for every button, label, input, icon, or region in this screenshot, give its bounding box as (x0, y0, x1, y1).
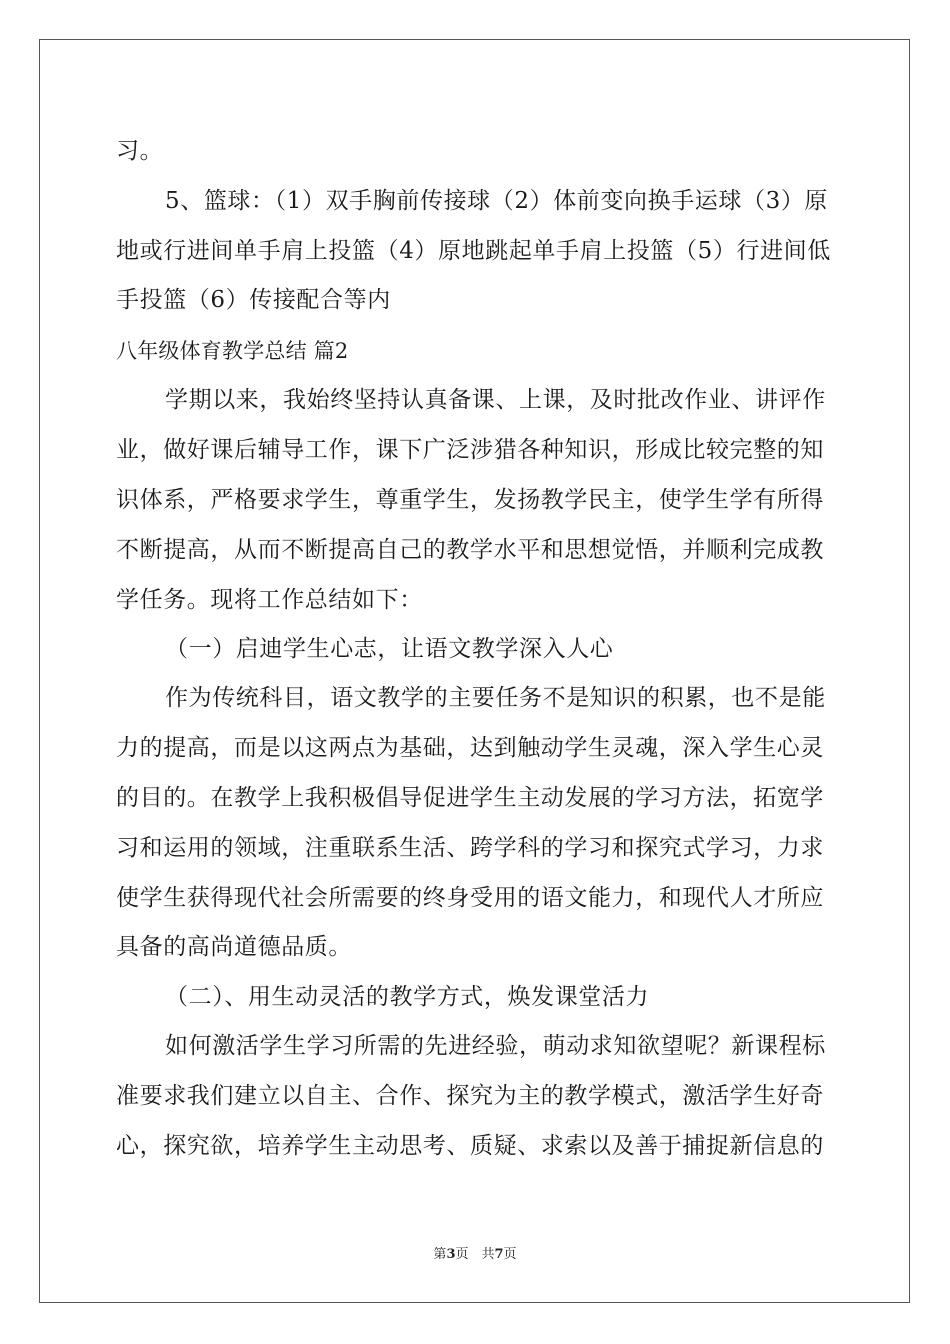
text-line: 识体系，严格要求学生，尊重学生，发扬教学民主，使学生学有所得 (116, 487, 824, 513)
text-line: 地或行进间单手肩上投篮（4）原地跳起单手肩上投篮（5）行进间低 (116, 238, 831, 264)
text-line: 具备的高尚道德品质。 (116, 934, 352, 960)
subheading: （一）启迪学生心志，让语文教学深入人心 (165, 636, 614, 662)
text-line: 力的提高，而是以这两点为基础，达到触动学生灵魂，深入学生心灵 (116, 735, 824, 761)
text-line: 业，做好课后辅导工作，课下广泛涉猎各种知识，形成比较完整的知 (116, 437, 824, 463)
text-line: 学任务。现将工作总结如下： (116, 587, 423, 613)
total-pages-number: 7 (494, 1247, 504, 1262)
text-line: 学期以来，我始终坚持认真备课、上课，及时批改作业、讲评作 (165, 387, 826, 413)
text-line: 心，探究欲，培养学生主动思考、质疑、求索以及善于捕捉新信息的 (116, 1133, 824, 1159)
text-line: 不断提高，从而不断提高自己的教学水平和思想觉悟，并顺利完成教 (116, 537, 824, 563)
footer-suffix: 页 (503, 1247, 517, 1262)
text-line: 5、篮球：（1）双手胸前传接球（2）体前变向换手运球（3）原 (165, 188, 829, 214)
subheading: （二）、用生动灵活的教学方式，焕发课堂活力 (165, 984, 650, 1010)
text-line: 准要求我们建立以自主、合作、探究为主的教学模式，激活学生好奇 (116, 1083, 824, 1109)
text-line: 如何激活学生学习所需的先进经验，萌动求知欲望呢？新课程标 (165, 1033, 826, 1059)
text-line: 使学生获得现代社会所需要的终身受用的语文能力，和现代人才所应 (116, 885, 824, 911)
page-frame (39, 39, 910, 1303)
text-line: 作为传统科目，语文教学的主要任务不是知识的积累，也不是能 (165, 685, 826, 711)
footer-mid: 页 共 (455, 1247, 495, 1262)
section-heading: 八年级体育教学总结 篇2 (116, 339, 349, 363)
text-line: 的目的。在教学上我积极倡导促进学生主动发展的学习方法，拓宽学 (116, 785, 824, 811)
text-line: 习。 (116, 138, 164, 164)
text-line: 习和运用的领域，注重联系生活、跨学科的学习和探究式学习，力求 (116, 835, 824, 861)
text-line: 手投篮（6）传接配合等内 (116, 287, 391, 313)
current-page-number: 3 (446, 1247, 456, 1262)
page-footer (0, 1246, 950, 1264)
footer-prefix: 第 (433, 1247, 447, 1262)
